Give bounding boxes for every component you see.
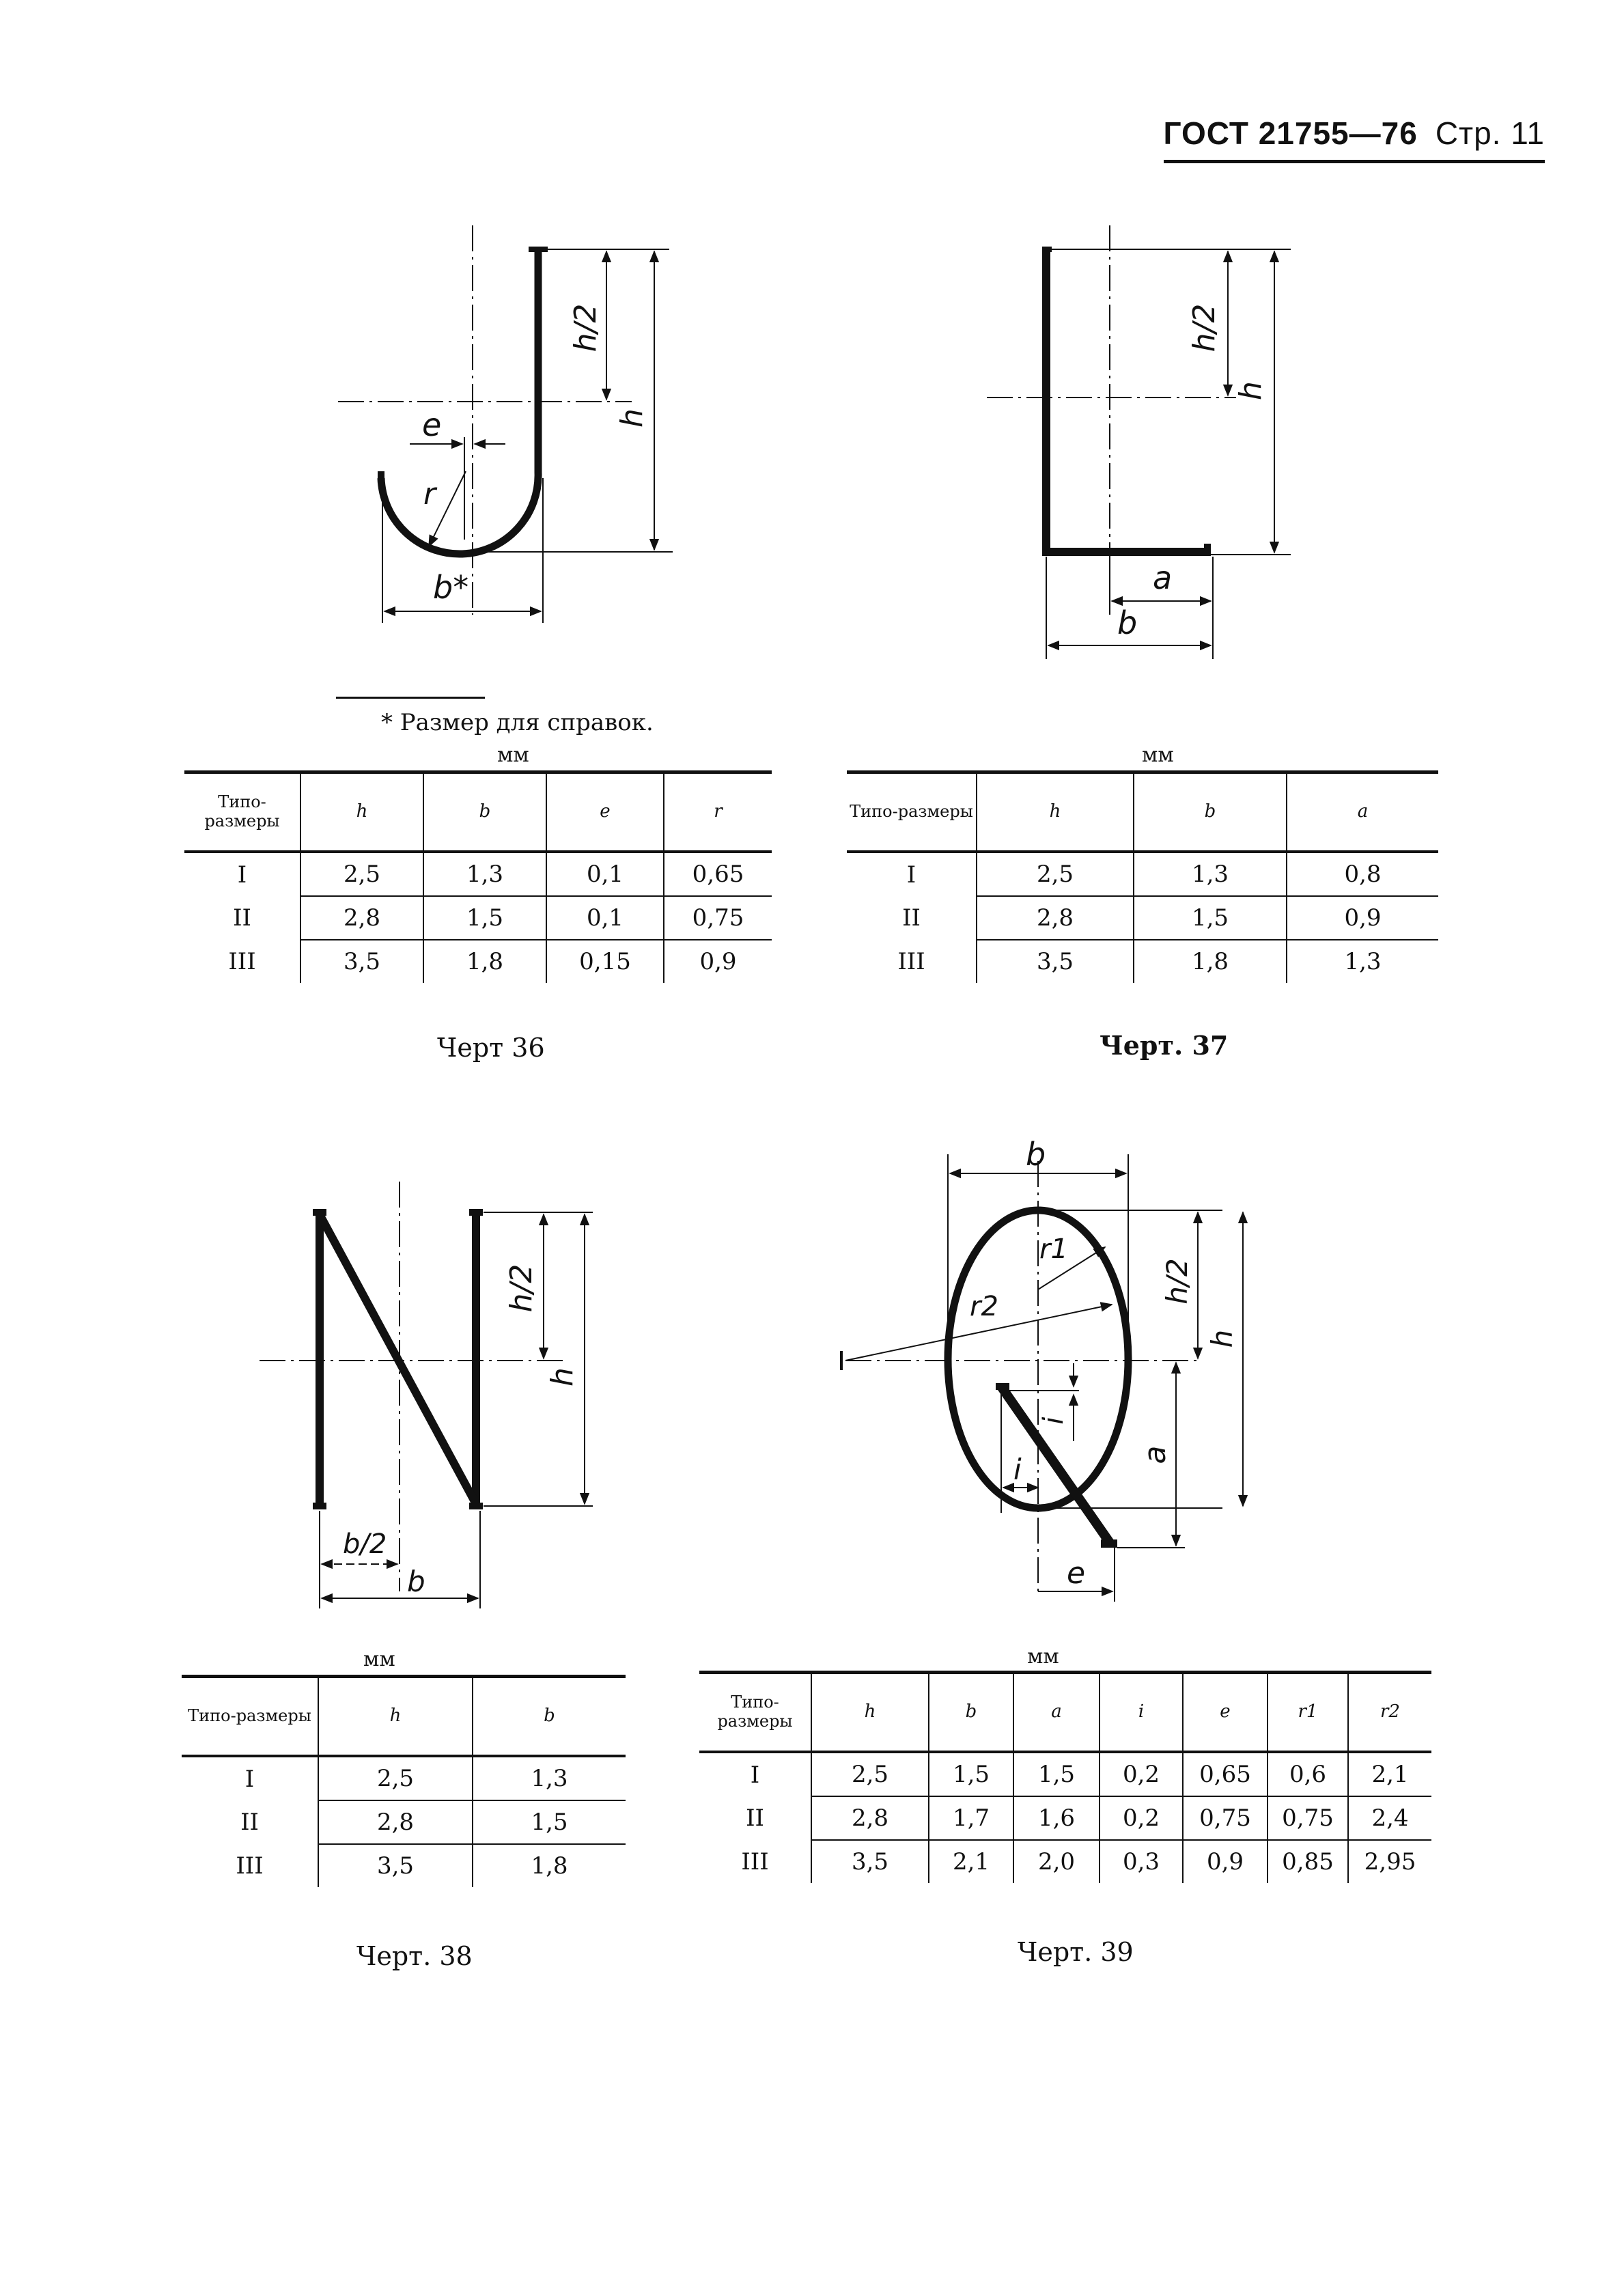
table-cell: 3,5: [811, 1840, 929, 1883]
page-header: [1164, 115, 1545, 163]
table-cell: I: [906, 861, 916, 889]
footnote-rule: [336, 697, 485, 699]
fig39-label-b: b: [1026, 1136, 1046, 1173]
fig39-table: [699, 1671, 1431, 1883]
table-cell: 2,1: [1348, 1752, 1431, 1796]
table-cell: 1,3: [423, 852, 546, 896]
fig37-unit: мм: [1142, 743, 1174, 767]
fig36-label-h-half: h/2: [568, 303, 603, 352]
table-cell: II: [233, 904, 251, 932]
figure-37-drawing: [970, 219, 1311, 656]
table-header-cell: h: [977, 772, 1134, 852]
table-row: [699, 1840, 1431, 1883]
table-cell: I: [244, 1765, 255, 1793]
table-header-cell: h: [318, 1677, 473, 1757]
table-cell: 1,3: [473, 1756, 626, 1800]
table-cell: 2,95: [1348, 1840, 1431, 1883]
fig39-unit: мм: [1027, 1645, 1059, 1669]
fig39-label-h: h: [1205, 1329, 1239, 1348]
table-cell: 1,6: [1013, 1796, 1100, 1840]
table-cell: 2,5: [811, 1752, 929, 1796]
fig36-footnote: * Размер для справок.: [381, 709, 654, 736]
fig39-label-r1: r1: [1039, 1233, 1068, 1265]
table-row: [847, 852, 1438, 896]
table-cell: 1,8: [1134, 940, 1287, 983]
table-row: [184, 852, 772, 896]
figure-36-drawing: [300, 219, 710, 642]
fig36-label-b-star: b*: [433, 569, 469, 606]
fig37-label-a: a: [1153, 559, 1173, 596]
table-cell: 1,5: [1134, 896, 1287, 940]
fig36-label-r: r: [423, 477, 436, 512]
table-header-cell: e: [546, 772, 664, 852]
table-header-cell: r1: [1268, 1673, 1348, 1753]
table-cell: II: [902, 904, 921, 932]
table-row: [184, 896, 772, 940]
table-header-row: [699, 1673, 1431, 1753]
table-cell: 1,3: [1287, 940, 1438, 983]
table-cell: 0,75: [1183, 1796, 1268, 1840]
table-cell: 0,65: [1183, 1752, 1268, 1796]
fig36-label-e: e: [422, 406, 442, 443]
fig37-label-b: b: [1117, 604, 1138, 641]
fig38-table: [182, 1675, 626, 1887]
table-row: [847, 896, 1438, 940]
table-cell: 0,9: [664, 940, 772, 983]
fig39-label-i: i: [1013, 1453, 1022, 1486]
fig39-label-a: a: [1138, 1445, 1173, 1464]
fig37-caption: Черт. 37: [1100, 1030, 1229, 1061]
fig39-label-h-half: h/2: [1160, 1258, 1194, 1305]
table-cell: 0,85: [1268, 1840, 1348, 1883]
table-cell: 2,0: [1013, 1840, 1100, 1883]
table-cell: 0,75: [1268, 1796, 1348, 1840]
table-header-cell: r2: [1348, 1673, 1431, 1753]
table-cell: II: [240, 1809, 259, 1836]
fig38-unit: мм: [363, 1647, 395, 1671]
table-header-cell: h: [300, 772, 423, 852]
fig37-table: [847, 770, 1438, 983]
table-cell: 2,4: [1348, 1796, 1431, 1840]
fig39-caption: Черт. 39: [1018, 1937, 1134, 1967]
table-header-cell: a: [1013, 1673, 1100, 1753]
table-header-cell: b: [929, 1673, 1013, 1753]
table-header-row: [184, 772, 772, 852]
fig36-table: [184, 770, 772, 983]
table-cell: 0,1: [546, 852, 664, 896]
fig37-label-h: h: [1233, 381, 1268, 400]
table-cell: I: [237, 861, 247, 889]
table-cell: 2,5: [977, 852, 1134, 896]
table-cell: 1,7: [929, 1796, 1013, 1840]
fig36-label-h: h: [615, 408, 649, 428]
table-row: [182, 1756, 626, 1800]
table-cell: 2,1: [929, 1840, 1013, 1883]
table-header-row: [847, 772, 1438, 852]
table-cell: 2,8: [300, 896, 423, 940]
table-cell: 0,9: [1287, 896, 1438, 940]
fig38-label-b: b: [407, 1565, 425, 1598]
figure-39-drawing: [833, 1120, 1270, 1626]
table-cell: 1,8: [423, 940, 546, 983]
table-cell: 0,9: [1183, 1840, 1268, 1883]
table-cell: III: [897, 947, 925, 975]
figure-38-drawing: [253, 1175, 608, 1626]
table-cell: 0,8: [1287, 852, 1438, 896]
table-cell: 2,8: [811, 1796, 929, 1840]
table-cell: 0,6: [1268, 1752, 1348, 1796]
fig39-label-i-vertical: i: [1038, 1417, 1069, 1425]
table-header-cell: b: [423, 772, 546, 852]
table-header-cell: e: [1183, 1673, 1268, 1753]
table-cell: 1,3: [1134, 852, 1287, 896]
table-cell: 2,5: [300, 852, 423, 896]
table-header-cell: r: [664, 772, 772, 852]
table-header-cell: b: [473, 1677, 626, 1757]
table-cell: 2,5: [318, 1756, 473, 1800]
fig38-caption: Черт. 38: [356, 1941, 473, 1971]
table-cell: 1,5: [1013, 1752, 1100, 1796]
table-cell: 1,5: [473, 1800, 626, 1844]
table-header-cell: a: [1287, 772, 1438, 852]
fig38-label-h-half: h/2: [504, 1264, 539, 1313]
table-cell: 3,5: [300, 940, 423, 983]
table-cell: 0,15: [546, 940, 664, 983]
table-row: [699, 1752, 1431, 1796]
table-cell: II: [746, 1804, 764, 1832]
table-cell: 0,3: [1100, 1840, 1183, 1883]
table-cell: 1,8: [473, 1844, 626, 1887]
fig38-label-h: h: [545, 1367, 580, 1386]
table-header-cell: Типо-размеры: [184, 772, 300, 852]
table-row: [182, 1844, 626, 1887]
table-header-cell: Типо-размеры: [847, 772, 977, 852]
table-row: [184, 940, 772, 983]
fig37-label-h-half: h/2: [1187, 303, 1222, 352]
table-cell: 0,75: [664, 896, 772, 940]
table-row: [847, 940, 1438, 983]
table-cell: 3,5: [977, 940, 1134, 983]
fig38-label-b-half: b/2: [343, 1529, 387, 1560]
table-cell: 3,5: [318, 1844, 473, 1887]
table-cell: 0,65: [664, 852, 772, 896]
table-row: [699, 1796, 1431, 1840]
table-header-cell: i: [1100, 1673, 1183, 1753]
fig39-label-r2: r2: [970, 1291, 998, 1322]
table-cell: III: [236, 1852, 264, 1880]
table-cell: III: [228, 947, 256, 975]
table-cell: 1,5: [423, 896, 546, 940]
table-header-cell: b: [1134, 772, 1287, 852]
table-header-cell: h: [811, 1673, 929, 1753]
table-cell: 1,5: [929, 1752, 1013, 1796]
table-cell: 0,2: [1100, 1796, 1183, 1840]
table-cell: 2,8: [977, 896, 1134, 940]
fig36-unit: мм: [497, 743, 529, 767]
page-number: Стр. 11: [1435, 115, 1545, 151]
fig39-label-e: e: [1067, 1556, 1086, 1591]
standard-number: ГОСТ 21755—76: [1163, 115, 1418, 151]
table-cell: III: [741, 1848, 769, 1876]
table-cell: I: [750, 1761, 760, 1789]
table-cell: 0,1: [546, 896, 664, 940]
table-header-cell: Типо-размеры: [699, 1673, 811, 1753]
table-cell: 0,2: [1100, 1752, 1183, 1796]
fig36-caption: Черт 36: [437, 1033, 545, 1063]
table-header-cell: Типо-размеры: [182, 1677, 318, 1757]
table-header-row: [182, 1677, 626, 1757]
table-cell: 2,8: [318, 1800, 473, 1844]
table-row: [182, 1800, 626, 1844]
